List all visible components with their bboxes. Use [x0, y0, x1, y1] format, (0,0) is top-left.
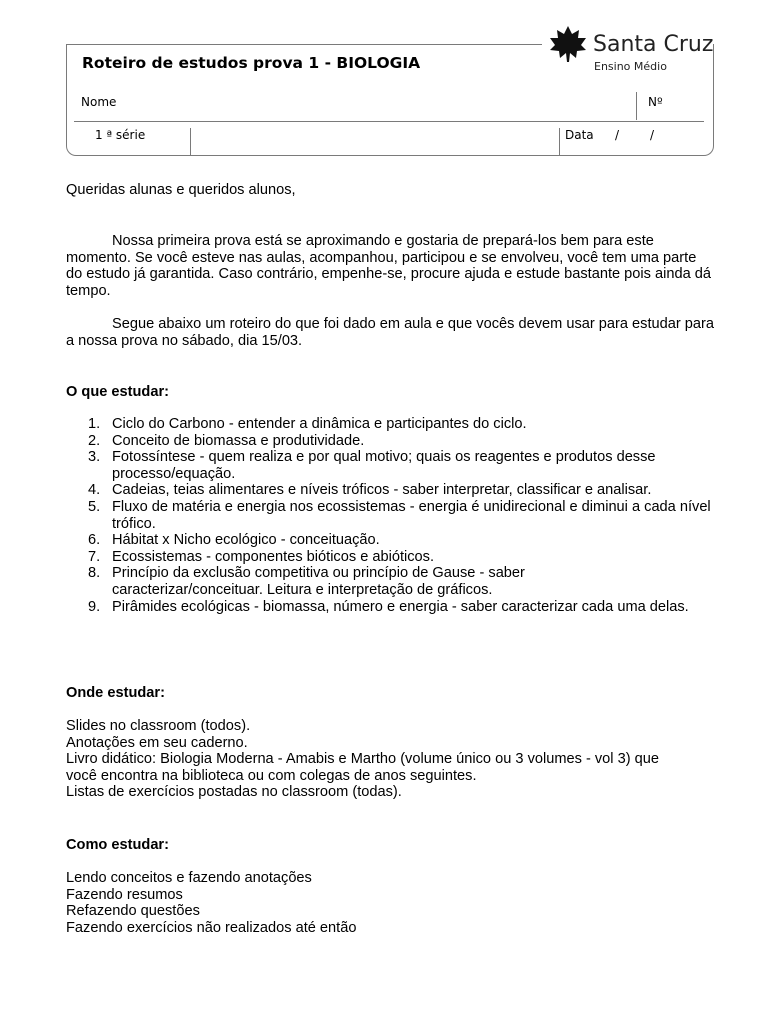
list-item: Livro didático: Biologia Moderna - Amabis e Martho (volume único ou 3 volumes - vol 3) que	[66, 751, 659, 768]
list-item: 4. Cadeias, teias alimentares e níveis tróficos - saber interpretar, classificar e analisar.	[88, 482, 652, 499]
intro-paragraph: Nossa primeira prova está se aproximando e gostaria de prepará-los bem para este momento. Se você esteve nas aulas, acompanhou, participou e se envolveu, você tem uma parte do estudo já garantida. Caso contrário, empenhe-se, procure ajuda e estude bastante pois ainda dá tempo.	[66, 233, 711, 299]
list-item: 9. Pirâmides ecológicas - biomassa, número e energia - saber caracterizar cada uma delas.	[88, 598, 689, 615]
leaf-icon	[549, 24, 589, 64]
list-item: 2. Conceito de biomassa e produtividade.	[88, 432, 365, 449]
header-top-rule	[66, 44, 542, 45]
greeting: Queridas alunas e queridos alunos,	[66, 182, 296, 198]
grade-label: 1 ª série	[95, 128, 146, 142]
list-item: 8. Princípio da exclusão competitiva ou princípio de Gause - saber caracterizar/conceituar. Leitura e interpretação de gráficos.	[88, 565, 525, 598]
date-separator: /	[650, 128, 655, 142]
section-heading-where: Onde estudar:	[66, 685, 165, 701]
where-list	[66, 718, 726, 801]
date-label: Data	[565, 128, 594, 142]
list-item: Slides no classroom (todos).	[66, 718, 251, 734]
school-logo	[549, 24, 719, 76]
list-item: Anotações em seu caderno.	[66, 734, 248, 751]
date-divider	[559, 128, 560, 156]
list-item: Refazendo questões	[66, 903, 200, 920]
list-item: 3. Fotossíntese - quem realiza e por qual motivo; quais os reagentes e produtos desse processo/equação.	[88, 449, 656, 482]
list-item: 6. Hábitat x Nicho ecológico - conceituação.	[88, 532, 380, 549]
list-item: Lendo conceitos e fazendo anotações	[66, 870, 312, 886]
grade-divider	[190, 128, 191, 156]
intro-paragraph: Segue abaixo um roteiro do que foi dado em aula e que vocês devem usar para estudar para a nossa prova no sábado, dia 15/03.	[66, 316, 714, 349]
number-label: Nº	[648, 95, 663, 109]
number-divider	[636, 92, 637, 120]
list-item: Listas de exercícios postadas no classroom (todas).	[66, 784, 402, 801]
list-item: você encontra na biblioteca ou com colegas de anos seguintes.	[66, 767, 477, 784]
section-heading-how: Como estudar:	[66, 837, 169, 853]
list-item: 7. Ecossistemas - componentes bióticos e abióticos.	[88, 548, 435, 565]
list-item: 1. Ciclo do Carbono - entender a dinâmica e participantes do ciclo.	[88, 416, 527, 432]
list-item: 5. Fluxo de matéria e energia nos ecossistemas - energia é unidirecional e diminui a cada nível trófico.	[88, 498, 711, 532]
brand-name: Santa Cruz	[593, 32, 714, 57]
topics-list	[66, 416, 716, 615]
list-item: Fazendo resumos	[66, 886, 183, 903]
form-row-divider	[74, 121, 704, 122]
how-list	[66, 870, 726, 936]
section-heading-what: O que estudar:	[66, 384, 169, 400]
list-item: Fazendo exercícios não realizados até então	[66, 919, 357, 936]
name-label: Nome	[81, 95, 117, 109]
document-title: Roteiro de estudos prova 1 - BIOLOGIA	[82, 54, 421, 72]
brand-subtitle: Ensino Médio	[594, 60, 667, 73]
date-separator: /	[615, 128, 620, 142]
